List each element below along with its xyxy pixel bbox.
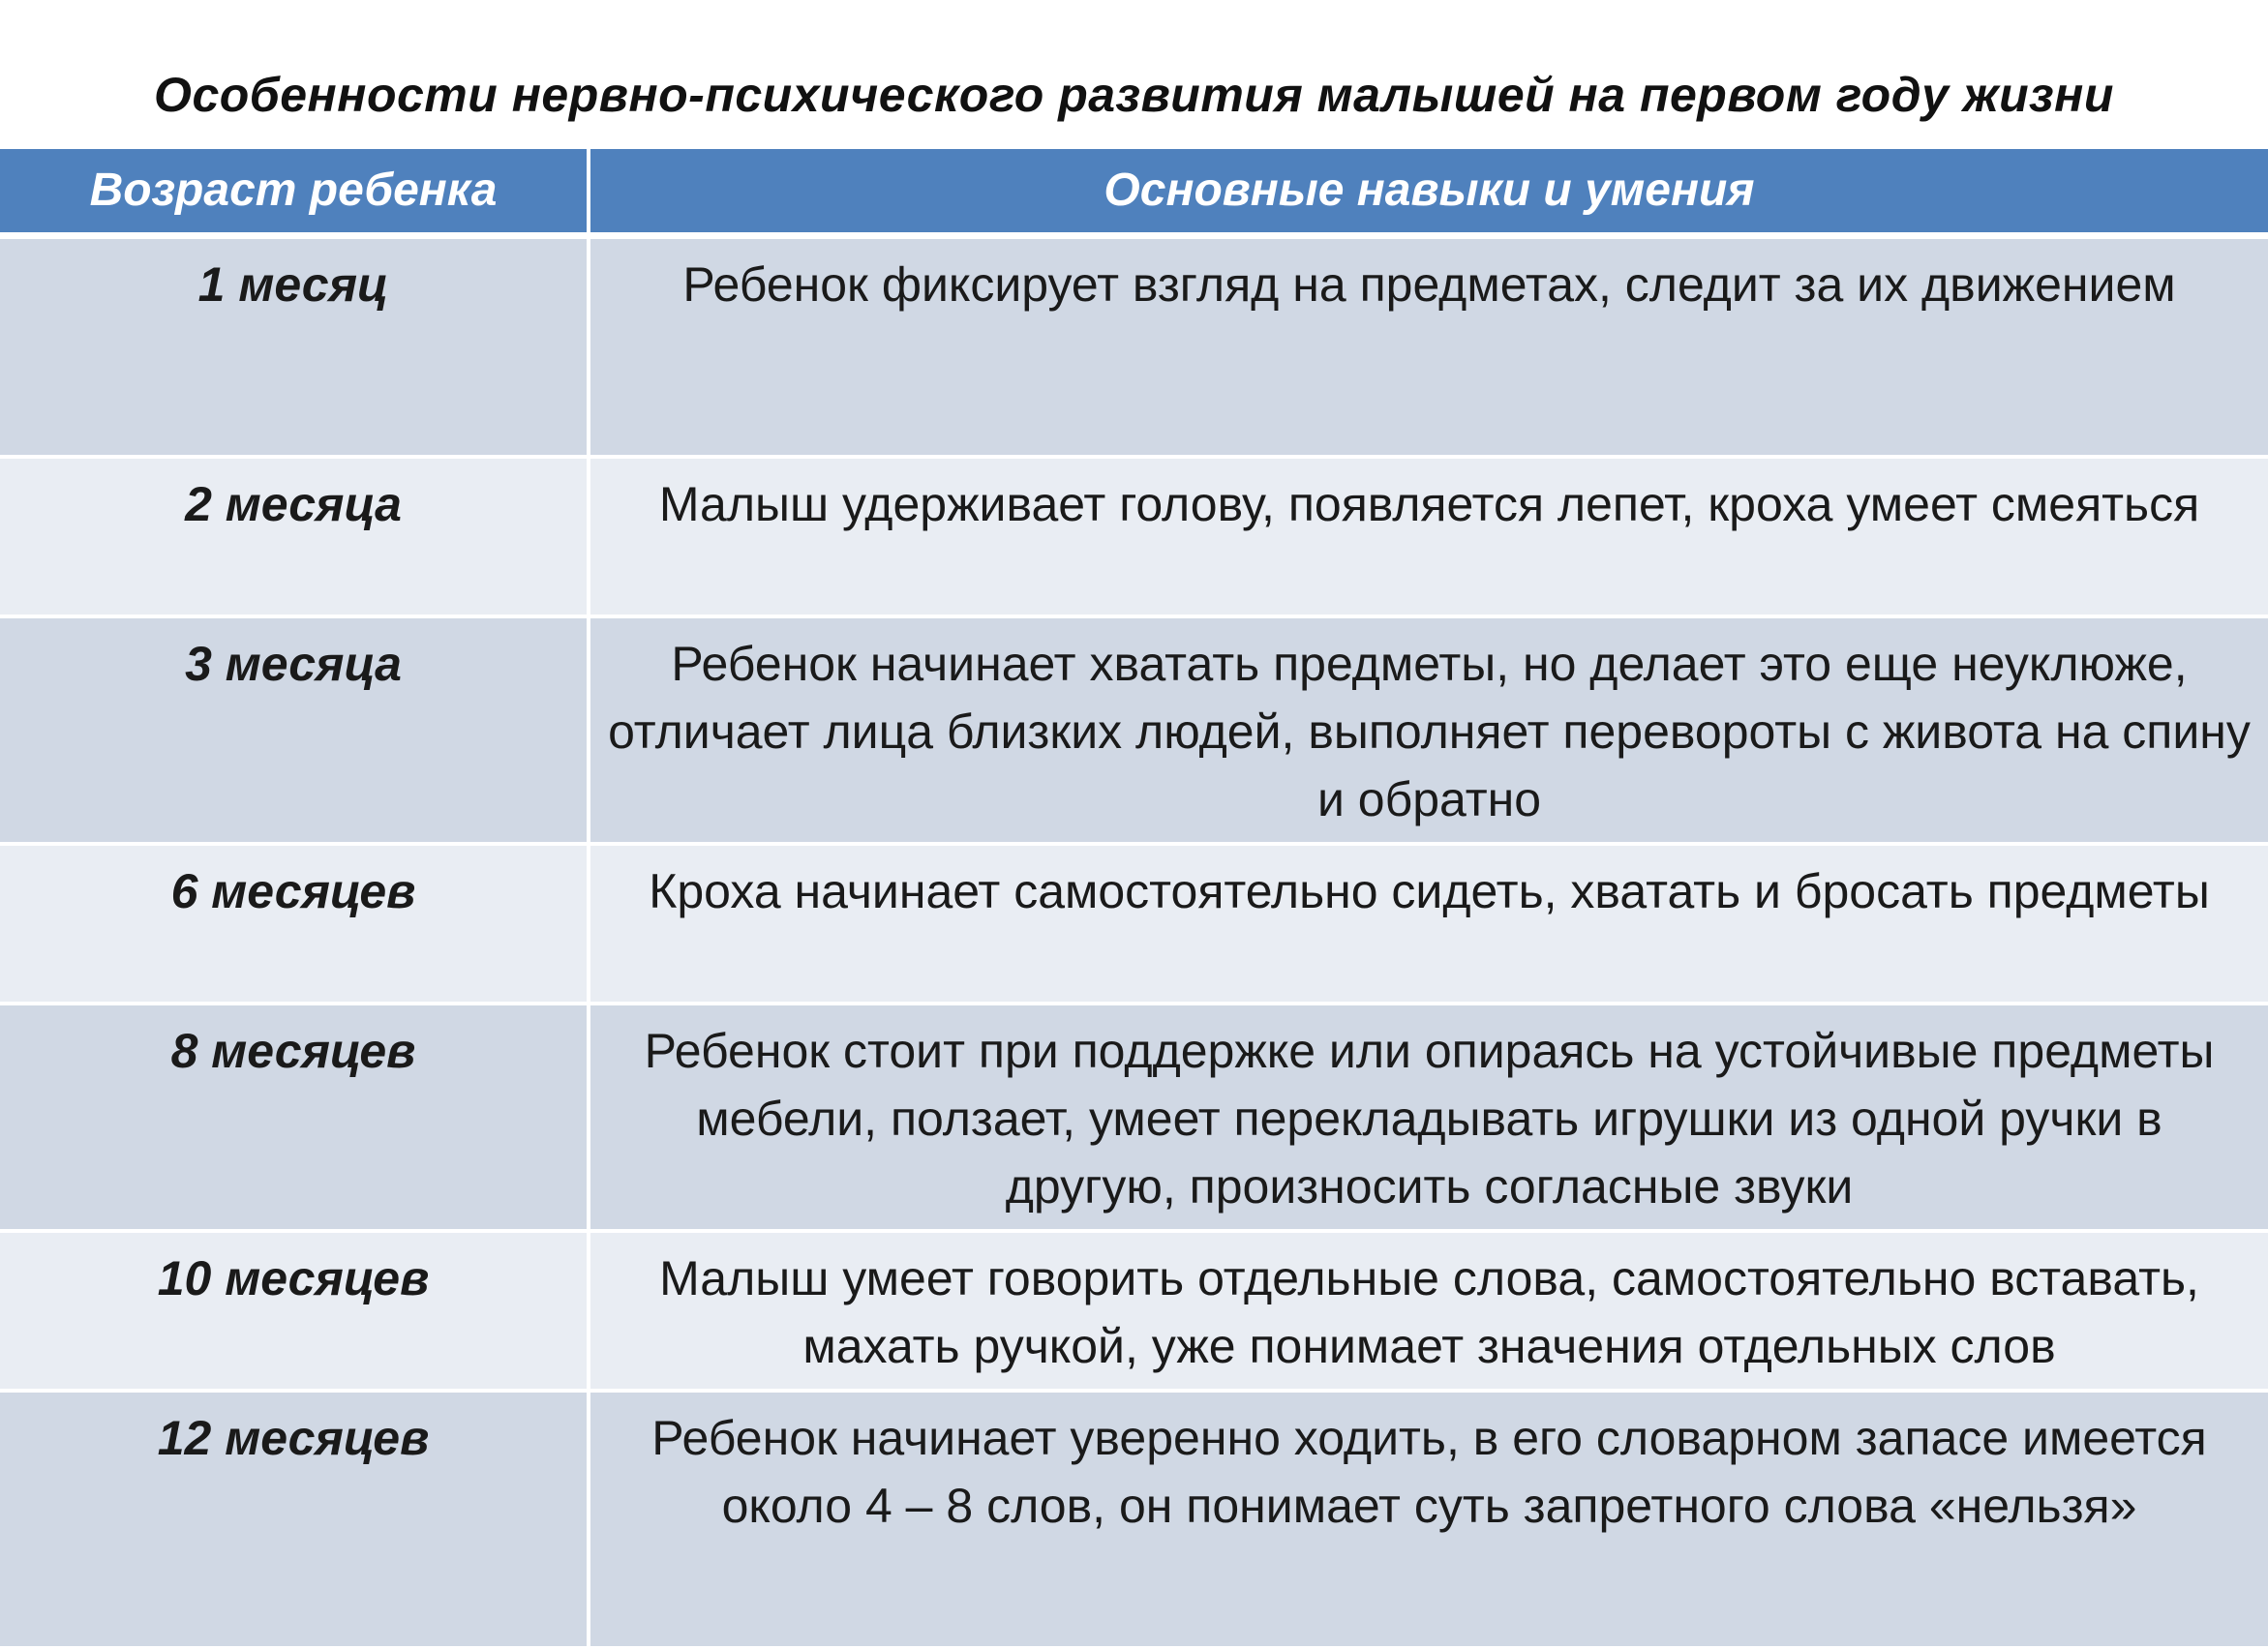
header-skills: Основные навыки и умения	[589, 149, 2268, 236]
development-table	[0, 149, 2268, 1646]
table-row	[0, 616, 2268, 844]
age-cell: 12 месяцев	[0, 1391, 589, 1646]
table-row	[0, 457, 2268, 616]
skills-cell: Ребенок начинает уверенно ходить, в его словарном запасе имеется около 4 – 8 слов, он понимает суть запретного слова «нельзя»	[589, 1391, 2268, 1646]
skills-cell: Ребенок фиксирует взгляд на предметах, следит за их движением	[589, 236, 2268, 458]
skills-cell: Ребенок стоит при поддержке или опираясь на устойчивые предметы мебели, ползает, умеет перекладывать игрушки из одной ручки в другую, произносить согласные звуки	[589, 1004, 2268, 1231]
table-row	[0, 1231, 2268, 1391]
table-row	[0, 1391, 2268, 1646]
table-row	[0, 236, 2268, 458]
age-cell: 10 месяцев	[0, 1231, 589, 1391]
page-title: Особенности нервно-психического развития малышей на первом году жизни	[154, 68, 2114, 122]
age-cell: 3 месяца	[0, 616, 589, 844]
age-cell: 2 месяца	[0, 457, 589, 616]
skills-cell: Малыш умеет говорить отдельные слова, самостоятельно вставать, махать ручкой, уже понимает значения отдельных слов	[589, 1231, 2268, 1391]
table-row	[0, 1004, 2268, 1231]
skills-cell: Малыш удерживает голову, появляется лепет, кроха умеет смеяться	[589, 457, 2268, 616]
skills-cell: Кроха начинает самостоятельно сидеть, хватать и бросать предметы	[589, 844, 2268, 1004]
header-age: Возраст ребенка	[0, 149, 589, 236]
skills-cell: Ребенок начинает хватать предметы, но делает это еще неуклюже, отличает лица близких людей, выполняет перевороты с живота на спину и обратно	[589, 616, 2268, 844]
table-header-row	[0, 149, 2268, 236]
table-row	[0, 844, 2268, 1004]
age-cell: 6 месяцев	[0, 844, 589, 1004]
age-cell: 1 месяц	[0, 236, 589, 458]
age-cell: 8 месяцев	[0, 1004, 589, 1231]
